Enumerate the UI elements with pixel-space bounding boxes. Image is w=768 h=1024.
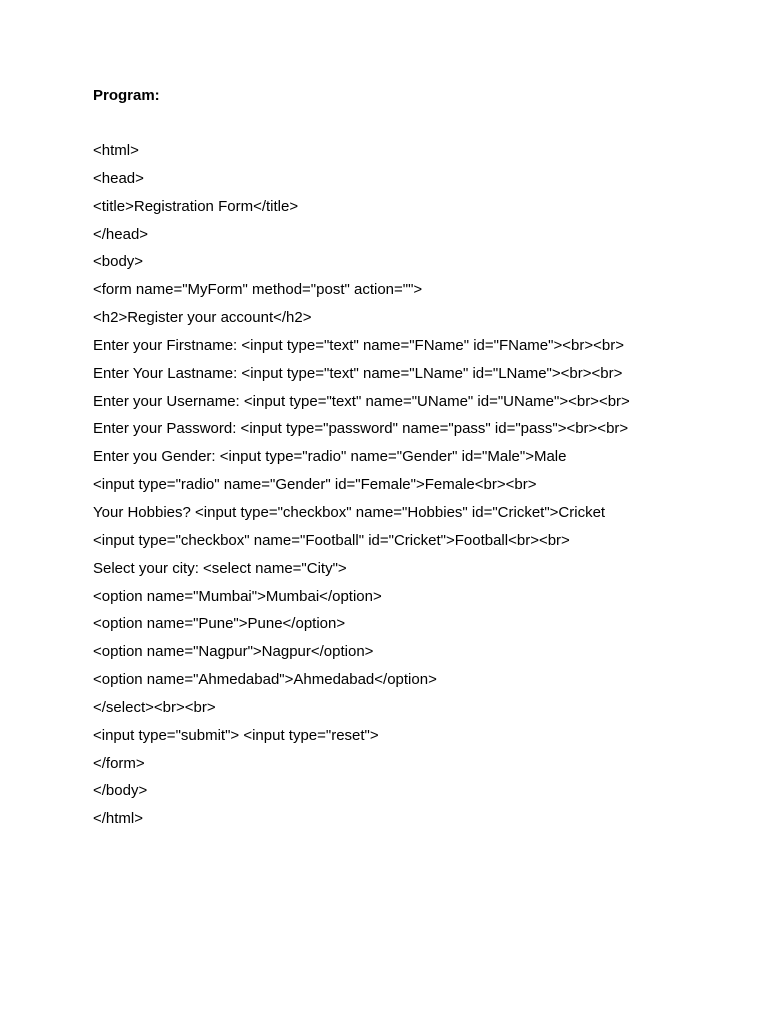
code-line: Your Hobbies? <input type="checkbox" name="Hobbies" id="Cricket">Cricket [93,503,606,521]
code-line: </select><br><br> [93,698,216,716]
code-line: <title>Registration Form</title> [93,197,299,215]
code-line: <html> [93,142,139,159]
code-line: Select your city: <select name="City"> [93,559,347,577]
code-line: <input type="radio" name="Gender" id="Female">Female<br><br> [93,476,537,494]
code-line: <input type="checkbox" name="Football" id="Cricket">Football<br><br> [93,531,570,549]
code-line: <input type="submit"> <input type="reset"> [93,726,379,744]
code-line: <option name="Pune">Pune</option> [93,615,346,633]
code-line: Enter your Firstname: <input type="text" name="FName" id="FName"><br><br> [93,336,624,354]
code-line: <option name="Mumbai">Mumbai</option> [93,587,382,605]
code-line: </form> [93,754,145,772]
code-line: Enter Your Lastname: <input type="text" name="LName" id="LName"><br><br> [93,364,623,382]
code-line: <h2>Register your account</h2> [93,309,312,327]
code-line: <option name="Nagpur">Nagpur</option> [93,643,374,661]
program-heading: Program: [93,87,160,104]
code-line: Enter your Username: <input type="text" name="UName" id="UName"><br><br> [93,392,630,410]
code-line: <option name="Ahmedabad">Ahmedabad</option> [93,671,437,689]
code-line: <body> [93,253,144,271]
code-line: </html> [93,810,144,828]
code-line: <head> [93,169,144,187]
code-line: <form name="MyForm" method="post" action=""> [93,281,423,299]
code-line: </body> [93,782,148,800]
code-line: Enter your Password: <input type="password" name="pass" id="pass"><br><br> [93,420,629,438]
code-line: </head> [93,225,149,243]
code-line: Enter you Gender: <input type="radio" name="Gender" id="Male">Male [93,448,567,466]
code-listing [93,142,630,838]
